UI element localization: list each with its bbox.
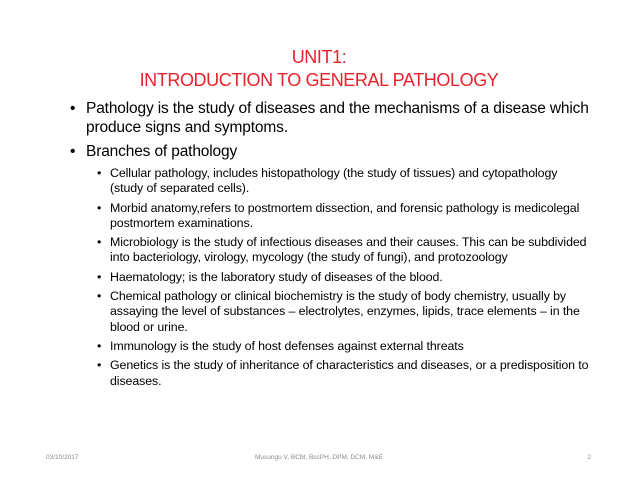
sub-bullet-point: [97, 270, 590, 285]
bullet-icon: •: [97, 166, 102, 180]
bullet-point: [70, 99, 590, 137]
footer-page-number: 2: [587, 454, 591, 461]
slide-content: [70, 99, 590, 393]
slide-title: [0, 46, 638, 92]
bullet-icon: •: [97, 269, 102, 284]
sub-bullet-text: Morbid anatomy,refers to postmortem dissection, and forensic pathology is medicolegal postmortem examinations.: [110, 200, 580, 230]
footer-author: Musungu V, BCM, BscPH, DPM, DCM, M&E: [255, 454, 383, 461]
bullet-text: Pathology is the study of diseases and the mechanisms of a disease which produce signs and symptoms.: [86, 100, 589, 136]
bullet-icon: •: [97, 200, 102, 215]
bullet-icon: •: [97, 289, 102, 304]
title-line-2: INTRODUCTION TO GENERAL PATHOLOGY: [139, 70, 499, 90]
sub-bullet-text: Chemical pathology or clinical biochemistry is the study of body chemistry, usually by assaying the level of substances – electrolytes, enzymes, lipids, trace elements – in the blood or urine.: [110, 289, 580, 334]
bullet-icon: •: [70, 100, 76, 117]
sub-bullet-point: [97, 339, 590, 354]
footer-date: 03/10/2017: [46, 454, 79, 461]
sub-bullet-text: Haematology; is the laboratory study of diseases of the blood.: [110, 269, 443, 284]
sub-bullet-point: [97, 235, 590, 266]
sub-bullet-point: [97, 358, 590, 389]
sub-bullet-text: Cellular pathology, includes histopathology (the study of tissues) and cytopathology (study of separated cells).: [110, 166, 558, 196]
bullet-icon: •: [97, 235, 102, 250]
sub-bullet-point: [97, 166, 590, 197]
sub-bullet-point: [97, 289, 590, 335]
bullet-icon: •: [97, 358, 102, 373]
sub-bullet-point: [97, 201, 590, 232]
sub-bullet-text: Immunology is the study of host defenses against external threats: [110, 338, 464, 353]
sub-bullet-text: Genetics is the study of inheritance of characteristics and diseases, or a predisposition to diseases.: [110, 358, 589, 388]
bullet-icon: •: [97, 338, 102, 353]
bullet-point: [70, 142, 590, 161]
sub-bullet-text: Microbiology is the study of infectious diseases and their causes. This can be subdivided into bacteriology, virology, mycology (the study of fungi), and protozoology: [110, 235, 587, 265]
bullet-text: Branches of pathology: [86, 143, 238, 160]
title-line-1: UNIT1:: [291, 47, 347, 67]
bullet-icon: •: [70, 143, 76, 160]
